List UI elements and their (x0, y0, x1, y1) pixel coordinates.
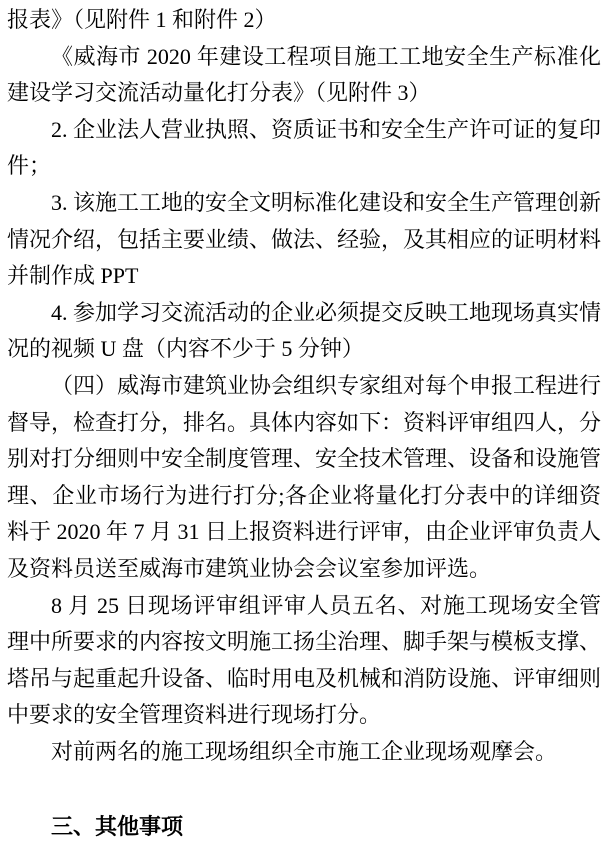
paragraph-item-4: 4. 参加学习交流活动的企业必须提交反映工地现场真实情况的视频 U 盘（内容不少于 5 分钟） (7, 299, 602, 362)
paragraph-section-4: （四）威海市建筑业协会组织专家组对每个申报工程进行督导，检查打分，排名。具体内容如下：资料评审组四人，分别对打分细则中安全制度管理、安全技术管理、设备和设施管理、企业市场行为进行打分;各企业将量化打分表中的详细资料于 2020 年 7 月 31 日上报资料进行评审，由企业评审负责人及资料员送至威海市建筑业协会会议室参加评选。 (7, 372, 602, 581)
paragraph-onsite-review: 8 月 25 日现场评审组评审人员五名、对施工现场安全管理中所要求的内容按文明施工扬尘治理、脚手架与模板支撑、塔吊与起重起升设备、临时用电及机械和消防设施、评审细则中要求的安全管理资料进行现场打分。 (7, 592, 602, 728)
paragraph-attachment-table: 《威海市 2020 年建设工程项目施工工地安全生产标准化建设学习交流活动量化打分表》（见附件 3） (7, 43, 601, 106)
section-heading-other-matters: 三、其他事项 (51, 814, 184, 840)
paragraph-observation-meeting: 对前两名的施工现场组织全市施工企业现场观摩会。 (51, 738, 558, 764)
paragraph-continuation: 报表》（见附件 1 和附件 2） (7, 7, 277, 32)
paragraph-item-2: 2. 企业法人营业执照、资质证书和安全生产许可证的复印件； (7, 116, 602, 179)
paragraph-item-3: 3. 该施工工地的安全文明标准化建设和安全生产管理创新情况介绍，包括主要业绩、做法、经验，及其相应的证明材料并制作成 PPT (7, 189, 602, 289)
